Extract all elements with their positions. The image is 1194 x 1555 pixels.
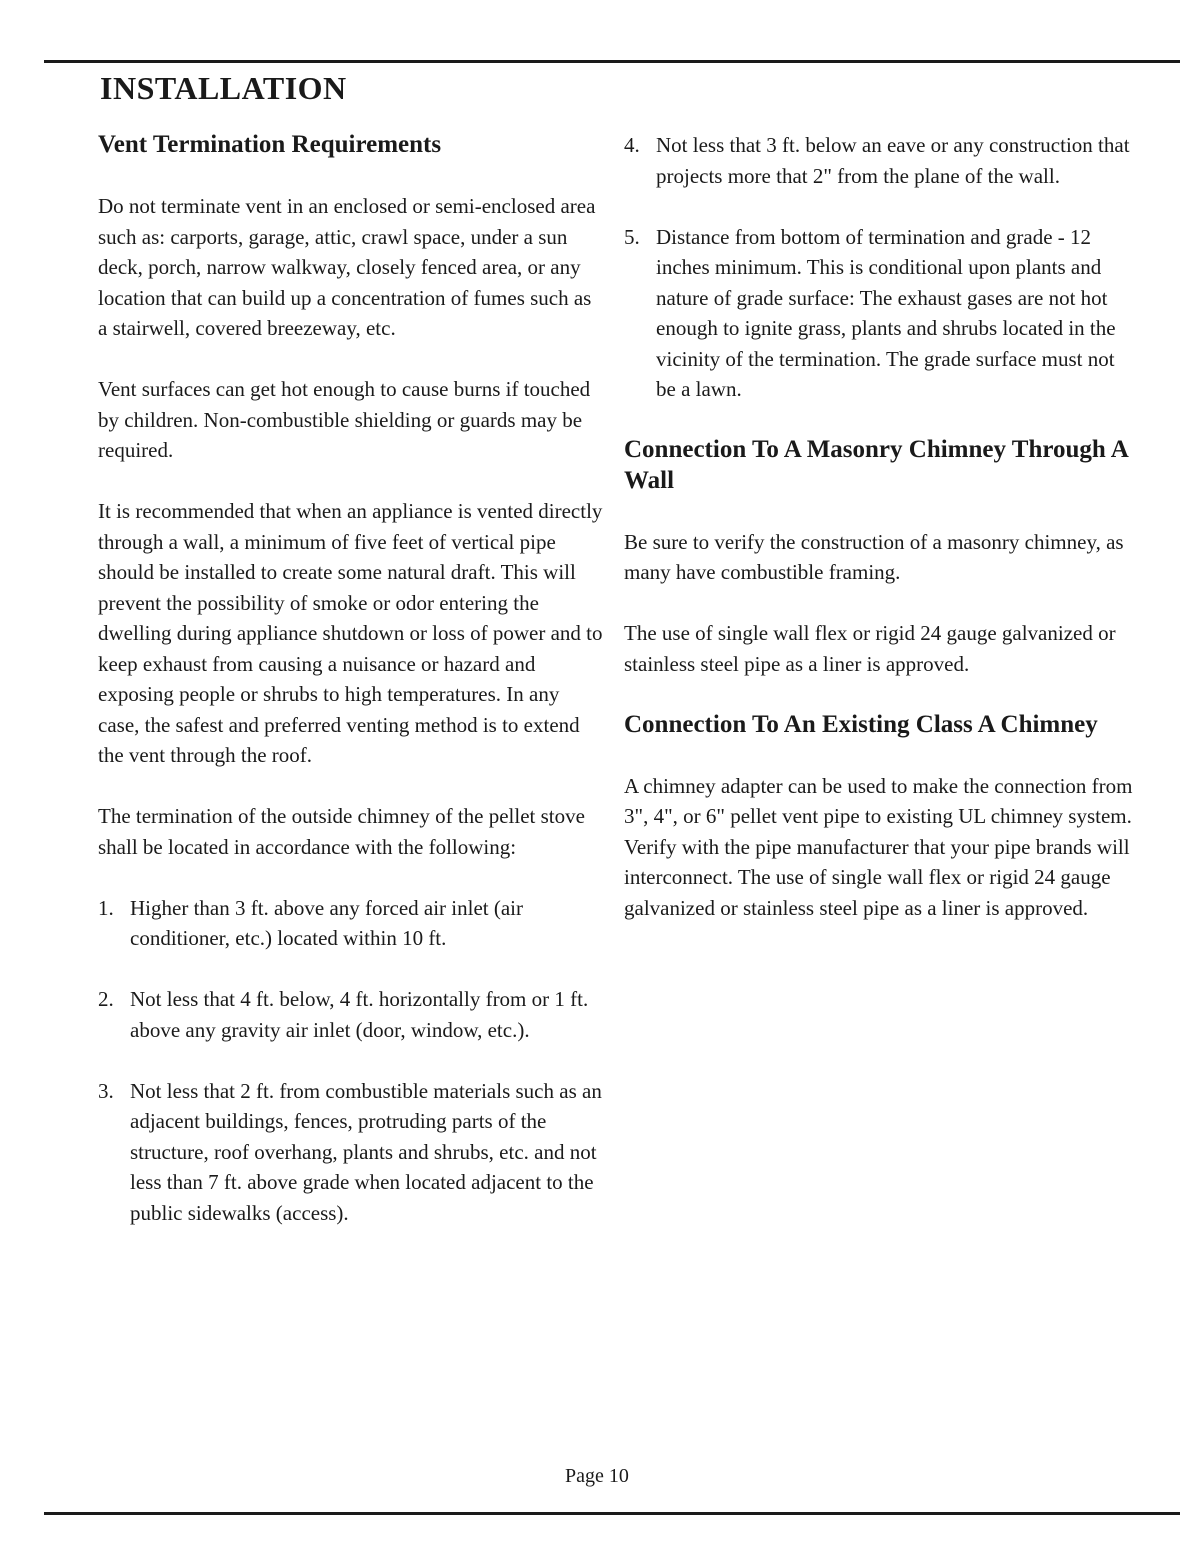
list-item-text: Not less that 4 ft. below, 4 ft. horizontally from or 1 ft. above any gravity air inlet (door, window, etc.).	[130, 987, 589, 1042]
top-rule	[44, 60, 1180, 63]
paragraph-termination-location: The termination of the outside chimney of the pellet stove shall be located in accordance with the following:	[98, 804, 585, 859]
list-item	[98, 984, 603, 1045]
paragraph-masonry-verify: Be sure to verify the construction of a masonry chimney, as many have combustible framing.	[624, 529, 1124, 584]
heading-class-a-chimney: Connection To An Existing Class A Chimney	[624, 710, 1098, 738]
bottom-rule	[44, 1512, 1180, 1515]
paragraph-masonry-liner: The use of single wall flex or rigid 24 gauge galvanized or stainless steel pipe as a liner is approved.	[624, 621, 1116, 676]
paragraph-hot-surfaces: Vent surfaces can get hot enough to cause burns if touched by children. Non-combustible shielding or guards may be required.	[98, 377, 591, 462]
list-item	[624, 130, 1139, 191]
list-item-number: 4.	[624, 133, 640, 157]
heading-vent-termination: Vent Termination Requirements	[98, 131, 442, 158]
list-item-number: 5.	[624, 224, 640, 249]
list-item-number: 1.	[98, 895, 114, 920]
list-item	[624, 222, 1139, 405]
list-item-number: 3.	[98, 1078, 114, 1103]
heading-masonry-chimney: Connection To A Masonry Chimney Through A Wall	[624, 436, 1128, 494]
list-item-text: Not less that 2 ft. from combustible materials such as an adjacent buildings, fences, protruding parts of the structure, roof overhang, plants and shrubs, etc. and not less than 7 ft. above grade when located adjacent to the public sidewalks (access).	[130, 1078, 602, 1225]
left-column	[98, 130, 603, 1228]
list-item-text: Higher than 3 ft. above any forced air inlet (air conditioner, etc.) located within 10 ft.	[130, 895, 524, 950]
paragraph-enclosed-area: Do not terminate vent in an enclosed or semi-enclosed area such as: carports, garage, attic, crawl space, under a sun deck, porch, narrow walkway, closely fenced area, or any location that can build up a concentration of fumes such as a stairwell, covered breezeway, etc.	[98, 194, 596, 340]
list-item-text: Distance from bottom of termination and grade - 12 inches minimum. This is conditional upon plants and nature of grade surface: The exhaust gases are not hot enough to ignite grass, plants and shrubs located in the vicinity of the termination. The grade surface must not be a lawn.	[656, 224, 1116, 401]
list-item	[98, 893, 603, 954]
page-title: INSTALLATION	[100, 70, 347, 106]
right-column	[624, 130, 1139, 923]
list-item-number: 2.	[98, 987, 114, 1011]
list-item-text: Not less that 3 ft. below an eave or any construction that projects more that 2" from the plane of the wall.	[656, 133, 1130, 188]
paragraph-chimney-adapter: A chimney adapter can be used to make the connection from 3", 4", or 6" pellet vent pipe to existing UL chimney system. Verify with the pipe manufacturer that your pipe brands will interconnect. The use of single wall flex or rigid 24 gauge galvanized or stainless steel pipe as a liner is approved.	[624, 773, 1133, 920]
paragraph-vertical-pipe: It is recommended that when an appliance is vented directly through a wall, a minimum of five feet of vertical pipe should be installed to create some natural draft. This will prevent the possibility of smoke or odor entering the dwelling during appliance shutdown or loss of power and to keep exhaust from causing a nuisance or hazard and exposing people or shrubs to high temperatures. In any case, the safest and preferred venting method is to extend the vent through the roof.	[98, 499, 603, 767]
list-item	[98, 1076, 603, 1229]
page-number: Page 10	[565, 1465, 629, 1487]
